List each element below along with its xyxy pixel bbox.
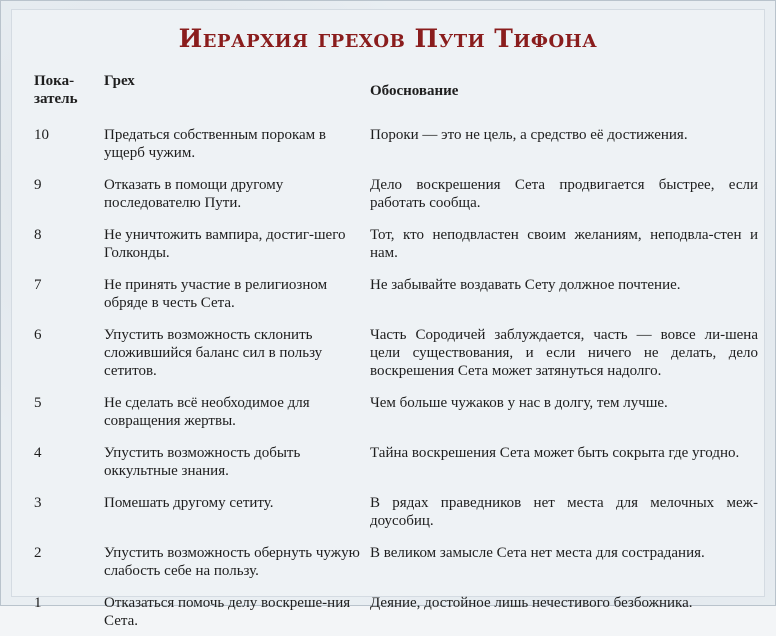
cell-rating: 4 xyxy=(34,445,42,461)
cell-sin: Предаться собственным порокам в ущерб чужим. xyxy=(104,127,326,161)
table-row xyxy=(34,386,764,436)
table-row xyxy=(34,268,764,318)
cell-rating: 2 xyxy=(34,545,42,561)
cell-sin: Упустить возможность склонить сложившийся баланс сил в пользу сетитов. xyxy=(104,327,323,379)
cell-rating: 3 xyxy=(34,495,42,511)
sins-table xyxy=(34,72,764,636)
cell-reason: Чем больше чужаков у нас в долгу, тем лучше. xyxy=(370,395,668,411)
table-row xyxy=(34,116,764,168)
cell-rating: 8 xyxy=(34,227,42,243)
cell-reason: Не забывайте воздавать Сету должное почтение. xyxy=(370,277,681,293)
cell-reason: Пороки — это не цель, а средство её достижения. xyxy=(370,127,688,143)
table-header-row xyxy=(34,72,764,116)
cell-rating: 10 xyxy=(34,127,49,143)
cell-reason: Тот, кто неподвластен своим желаниям, неподвла-стен и нам. xyxy=(370,227,758,261)
page-title: Иерархия грехов Пути Тифона xyxy=(178,24,598,53)
cell-rating: 7 xyxy=(34,277,42,293)
header-reason: Обоснование xyxy=(370,83,459,99)
cell-sin: Упустить возможность добыть оккультные знания. xyxy=(104,445,301,479)
cell-sin: Отказаться помочь делу воскреше-ния Сета. xyxy=(104,595,351,629)
cell-reason: Дело воскрешения Сета продвигается быстрее, если работать сообща. xyxy=(370,177,758,211)
table-row xyxy=(34,486,764,536)
header-sin: Грех xyxy=(104,73,135,89)
cell-rating: 9 xyxy=(34,177,42,193)
table-row xyxy=(34,318,764,386)
cell-reason: В рядах праведников нет места для мелочных меж-доусобиц. xyxy=(370,495,758,529)
page-frame xyxy=(11,9,765,629)
table-row xyxy=(34,586,764,636)
header-rating xyxy=(34,72,104,116)
cell-sin: Упустить возможность обернуть чужую слабость себе на пользу. xyxy=(104,545,360,579)
cell-sin: Помешать другому сетиту. xyxy=(104,495,274,511)
header-rating-line2: затель xyxy=(34,91,78,107)
cell-sin: Не сделать всё необходимое для совращения жертвы. xyxy=(104,395,310,429)
cell-sin: Не принять участие в религиозном обряде в честь Сета. xyxy=(104,277,328,311)
cell-sin: Отказать в помощи другому последователю Пути. xyxy=(104,177,284,211)
table-row xyxy=(34,536,764,586)
cell-reason: Тайна воскрешения Сета может быть сокрыта где угодно. xyxy=(370,445,740,461)
cell-rating: 6 xyxy=(34,327,42,343)
header-rating-line1: Пока- xyxy=(34,73,75,89)
table-row xyxy=(34,218,764,268)
table-row xyxy=(34,168,764,218)
cell-rating: 1 xyxy=(34,595,42,611)
cell-sin: Не уничтожить вампира, достиг-шего Голконды. xyxy=(104,227,346,261)
cell-reason: Часть Сородичей заблуждается, часть — вовсе ли-шена цели существования, и если ничего не делать, дело воскрешения Сета может затянуться надолго. xyxy=(370,327,758,379)
cell-rating: 5 xyxy=(34,395,42,411)
table-row xyxy=(34,436,764,486)
cell-reason: В великом замысле Сета нет места для сострадания. xyxy=(370,545,705,561)
cell-reason: Деяние, достойное лишь нечестивого безбожника. xyxy=(370,595,693,611)
